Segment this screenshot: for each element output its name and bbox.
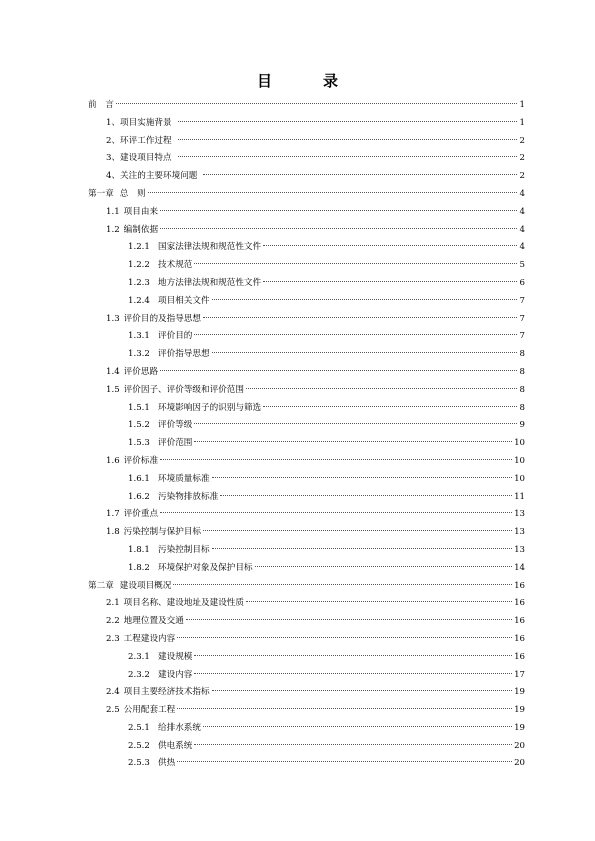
toc-entry-label: 评价等级 bbox=[158, 420, 193, 431]
toc-entry-page: 13 bbox=[514, 544, 525, 555]
toc-entry-label: 环境保护对象及保护目标 bbox=[158, 562, 253, 573]
toc-entry-page: 2 bbox=[519, 171, 525, 182]
toc-entry-number: 2.5.3 bbox=[128, 758, 150, 769]
toc-entry[interactable] bbox=[88, 471, 525, 489]
toc-entry-number: 1.8.2 bbox=[128, 562, 150, 573]
toc-entry-label: 污染控制目标 bbox=[158, 544, 210, 555]
toc-entry-number: 1.4 bbox=[106, 366, 120, 377]
toc-entry-number: 1.1 bbox=[106, 206, 120, 217]
toc-entry-number: 2.5 bbox=[106, 705, 120, 716]
toc-entry-page: 16 bbox=[514, 651, 525, 662]
dot-leader bbox=[178, 139, 517, 140]
toc-entry[interactable] bbox=[88, 542, 525, 560]
toc-entry-number: 1.8 bbox=[106, 527, 120, 538]
toc-entry-page: 4 bbox=[519, 188, 525, 199]
toc-entry-label: 评价目的及指导思想 bbox=[123, 313, 202, 324]
toc-entry-label: 评价思路 bbox=[123, 366, 159, 377]
dot-leader bbox=[177, 761, 512, 762]
toc-entry-page: 20 bbox=[514, 740, 525, 751]
toc-entry-label: 供热 bbox=[158, 758, 176, 769]
dot-leader bbox=[160, 459, 512, 460]
dot-leader bbox=[160, 370, 517, 371]
toc-entry-label: 项目相关文件 bbox=[158, 295, 210, 306]
toc-entry[interactable] bbox=[88, 702, 525, 720]
toc-entry[interactable] bbox=[88, 755, 525, 773]
toc-entry-label: 地方法律法规和规范性文件 bbox=[158, 277, 262, 288]
toc-entry[interactable] bbox=[88, 168, 525, 186]
toc-entry-number: 第一章 bbox=[88, 188, 114, 199]
toc-entry-page: 4 bbox=[519, 224, 525, 235]
toc-entry[interactable] bbox=[88, 720, 525, 738]
toc-entry-page: 1 bbox=[519, 100, 525, 110]
toc-entry-page: 1 bbox=[519, 117, 525, 128]
dot-leader bbox=[194, 673, 512, 674]
toc-entry-page: 8 bbox=[519, 349, 525, 360]
dot-leader bbox=[194, 263, 517, 264]
dot-leader bbox=[148, 192, 517, 193]
toc-entry-number: 1.3 bbox=[106, 313, 120, 324]
toc-entry-label: 给排水系统 bbox=[158, 722, 201, 733]
toc-entry[interactable] bbox=[88, 595, 525, 613]
toc-entry-page: 4 bbox=[519, 206, 525, 217]
toc-entry[interactable] bbox=[88, 364, 525, 382]
toc-entry-page: 13 bbox=[514, 527, 525, 538]
toc-entry-label: 建设内容 bbox=[158, 669, 193, 680]
toc-entry-number: 1.5.1 bbox=[128, 402, 150, 413]
dot-leader bbox=[194, 423, 517, 424]
toc-entry-number: 1.3.1 bbox=[128, 331, 150, 342]
toc-entry-number: 1.7 bbox=[106, 509, 120, 520]
toc-entry-label: 评价重点 bbox=[123, 509, 159, 520]
dot-leader bbox=[203, 174, 517, 175]
toc-entry-page: 19 bbox=[514, 705, 525, 716]
toc-entry[interactable] bbox=[88, 293, 525, 311]
toc-entry[interactable] bbox=[88, 400, 525, 418]
toc-entry-number: 2.1 bbox=[106, 598, 120, 609]
toc-entry-page: 14 bbox=[514, 562, 525, 573]
toc-entry[interactable] bbox=[88, 382, 525, 400]
toc-entry-page: 10 bbox=[514, 473, 525, 484]
toc-entry[interactable] bbox=[88, 560, 525, 578]
toc-entry[interactable] bbox=[88, 649, 525, 667]
toc-entry-page: 19 bbox=[514, 722, 525, 733]
toc-entry-page: 16 bbox=[514, 598, 525, 609]
toc-entry-number: 1.2.2 bbox=[128, 260, 150, 271]
toc-entry-number: 1.6.1 bbox=[128, 473, 150, 484]
toc-entry-page: 8 bbox=[519, 402, 525, 413]
toc-entry[interactable] bbox=[88, 613, 525, 631]
toc-entry-number: 1.3.2 bbox=[128, 349, 150, 360]
toc-entry-number: 第二章 bbox=[88, 580, 114, 591]
toc-entry[interactable] bbox=[88, 328, 525, 346]
toc-entry[interactable] bbox=[88, 684, 525, 702]
toc-entry-page: 9 bbox=[519, 420, 525, 431]
toc-entry[interactable] bbox=[88, 417, 525, 435]
toc-entry-page: 7 bbox=[519, 295, 525, 306]
toc-entry-page: 11 bbox=[514, 491, 525, 502]
toc-entry[interactable] bbox=[88, 115, 525, 133]
toc-entry-page: 16 bbox=[514, 616, 525, 627]
toc-entry-number: 2.4 bbox=[106, 687, 120, 698]
toc-entry-label: 评价标准 bbox=[123, 455, 159, 466]
dot-leader bbox=[160, 512, 512, 513]
dot-leader bbox=[246, 388, 517, 389]
toc-entry-number: 1.5.3 bbox=[128, 438, 150, 449]
toc-entry-page: 10 bbox=[514, 455, 525, 466]
toc-entry[interactable] bbox=[88, 578, 525, 596]
toc-entry[interactable] bbox=[88, 346, 525, 364]
toc-entry-label: 地理位置及交通 bbox=[123, 616, 184, 627]
toc-entry-number: 1.2 bbox=[106, 224, 120, 235]
toc-entry[interactable] bbox=[88, 186, 525, 204]
dot-leader bbox=[203, 530, 512, 531]
toc-entry-label: 总 则 bbox=[119, 188, 146, 199]
toc-entry-number: 1.6.2 bbox=[128, 491, 150, 502]
toc-entry-label: 项目由来 bbox=[123, 206, 159, 217]
dot-leader bbox=[220, 495, 512, 496]
toc-entry-number: 2.3.1 bbox=[128, 651, 150, 662]
dot-leader bbox=[194, 441, 512, 442]
toc-entry[interactable] bbox=[88, 133, 525, 151]
toc-entry-label: 污染物排放标准 bbox=[158, 491, 219, 502]
dot-leader bbox=[212, 548, 512, 549]
toc-entry-page: 10 bbox=[514, 438, 525, 449]
toc-entry-label: 环境影响因子的识别与筛选 bbox=[158, 402, 262, 413]
toc-entry[interactable] bbox=[88, 506, 525, 524]
toc-entry-label: 评价目的 bbox=[158, 331, 193, 342]
toc-entry-label: 建设项目概况 bbox=[119, 580, 172, 591]
toc-entry-page: 7 bbox=[519, 331, 525, 342]
dot-leader bbox=[203, 317, 517, 318]
page-title: 目 录 bbox=[256, 72, 356, 90]
toc-entry-page: 16 bbox=[514, 580, 525, 591]
toc-entry[interactable] bbox=[88, 489, 525, 507]
toc-entry[interactable] bbox=[88, 222, 525, 240]
toc-entry-label: 工程建设内容 bbox=[123, 633, 176, 644]
dot-leader bbox=[203, 726, 512, 727]
dot-leader bbox=[178, 156, 517, 157]
toc-entry-page: 2 bbox=[519, 135, 525, 146]
toc-entry[interactable] bbox=[88, 631, 525, 649]
toc-entry-label: 编制依据 bbox=[123, 224, 159, 235]
toc-entry[interactable] bbox=[88, 667, 525, 685]
toc-entry-label: 建设规模 bbox=[158, 651, 193, 662]
toc-entry-number: 1.5 bbox=[106, 384, 120, 395]
dot-leader bbox=[177, 708, 512, 709]
toc-entry-label: 公用配套工程 bbox=[123, 705, 176, 716]
dot-leader bbox=[173, 584, 512, 585]
toc-entry[interactable] bbox=[88, 97, 525, 115]
dot-leader bbox=[263, 281, 517, 282]
dot-leader bbox=[194, 744, 512, 745]
dot-leader bbox=[263, 245, 517, 246]
toc-entry-page: 5 bbox=[519, 260, 525, 271]
toc-entry[interactable] bbox=[88, 257, 525, 275]
dot-leader bbox=[263, 406, 517, 407]
toc-entry-number: 2.3.2 bbox=[128, 669, 150, 680]
dot-leader bbox=[194, 655, 512, 656]
toc-entry[interactable] bbox=[88, 738, 525, 756]
toc-entry-label: 技术规范 bbox=[158, 260, 193, 271]
toc-entry-label: 供电系统 bbox=[158, 740, 193, 751]
toc-entry-number: 2、环评工作过程 bbox=[106, 135, 172, 146]
dot-leader bbox=[177, 637, 512, 638]
table-of-contents bbox=[88, 97, 525, 773]
toc-entry-number: 1.2.3 bbox=[128, 277, 150, 288]
toc-entry-label: 项目名称、建设地址及建设性质 bbox=[123, 598, 244, 609]
dot-leader bbox=[160, 210, 517, 211]
toc-entry[interactable] bbox=[88, 435, 525, 453]
toc-entry-number: 1.2.1 bbox=[128, 242, 150, 253]
toc-entry-number: 2.2 bbox=[106, 616, 120, 627]
toc-entry-page: 7 bbox=[519, 313, 525, 324]
dot-leader bbox=[212, 352, 517, 353]
toc-entry-number: 1、项目实施背景 bbox=[106, 117, 172, 128]
toc-entry-page: 4 bbox=[519, 242, 525, 253]
toc-entry-page: 8 bbox=[519, 366, 525, 377]
toc-entry-label: 评价指导思想 bbox=[158, 349, 210, 360]
toc-entry-label: 项目主要经济技术指标 bbox=[123, 687, 210, 698]
toc-entry-number: 2.5.1 bbox=[128, 722, 150, 733]
toc-entry-number: 2.5.2 bbox=[128, 740, 150, 751]
toc-entry-label: 评价范围 bbox=[158, 438, 193, 449]
dot-leader bbox=[186, 619, 512, 620]
toc-entry-page: 17 bbox=[514, 669, 525, 680]
toc-entry-label: 国家法律法规和规范性文件 bbox=[158, 242, 262, 253]
dot-leader bbox=[212, 477, 512, 478]
toc-entry-label: 评价因子、评价等级和评价范围 bbox=[123, 384, 244, 395]
toc-entry-page: 6 bbox=[519, 277, 525, 288]
toc-entry-number: 2.3 bbox=[106, 633, 120, 644]
toc-entry-label: 环境质量标准 bbox=[158, 473, 210, 484]
toc-entry-number: 4、关注的主要环境问题 bbox=[106, 171, 198, 182]
dot-leader bbox=[212, 299, 517, 300]
dot-leader bbox=[255, 566, 513, 567]
toc-entry-page: 13 bbox=[514, 509, 525, 520]
dot-leader bbox=[116, 103, 517, 104]
toc-entry-number: 1.5.2 bbox=[128, 420, 150, 431]
toc-entry[interactable] bbox=[88, 311, 525, 329]
dot-leader bbox=[194, 334, 517, 335]
toc-entry-number: 3、建设项目特点 bbox=[106, 153, 172, 164]
dot-leader bbox=[160, 228, 517, 229]
toc-entry[interactable] bbox=[88, 453, 525, 471]
toc-entry-number: 前 言 bbox=[88, 100, 114, 110]
toc-entry-page: 2 bbox=[519, 153, 525, 164]
toc-entry-number: 1.2.4 bbox=[128, 295, 150, 306]
dot-leader bbox=[212, 690, 512, 691]
toc-entry[interactable] bbox=[88, 275, 525, 293]
toc-entry[interactable] bbox=[88, 204, 525, 222]
toc-entry[interactable] bbox=[88, 239, 525, 257]
toc-entry-number: 1.8.1 bbox=[128, 544, 150, 555]
toc-entry-page: 16 bbox=[514, 633, 525, 644]
toc-entry-number: 1.6 bbox=[106, 455, 120, 466]
toc-entry[interactable] bbox=[88, 524, 525, 542]
toc-entry-label: 污染控制与保护目标 bbox=[123, 527, 202, 538]
toc-entry-page: 20 bbox=[514, 758, 525, 769]
dot-leader bbox=[178, 121, 517, 122]
toc-entry[interactable] bbox=[88, 150, 525, 168]
dot-leader bbox=[246, 601, 512, 602]
toc-entry-page: 8 bbox=[519, 384, 525, 395]
toc-entry-page: 19 bbox=[514, 687, 525, 698]
